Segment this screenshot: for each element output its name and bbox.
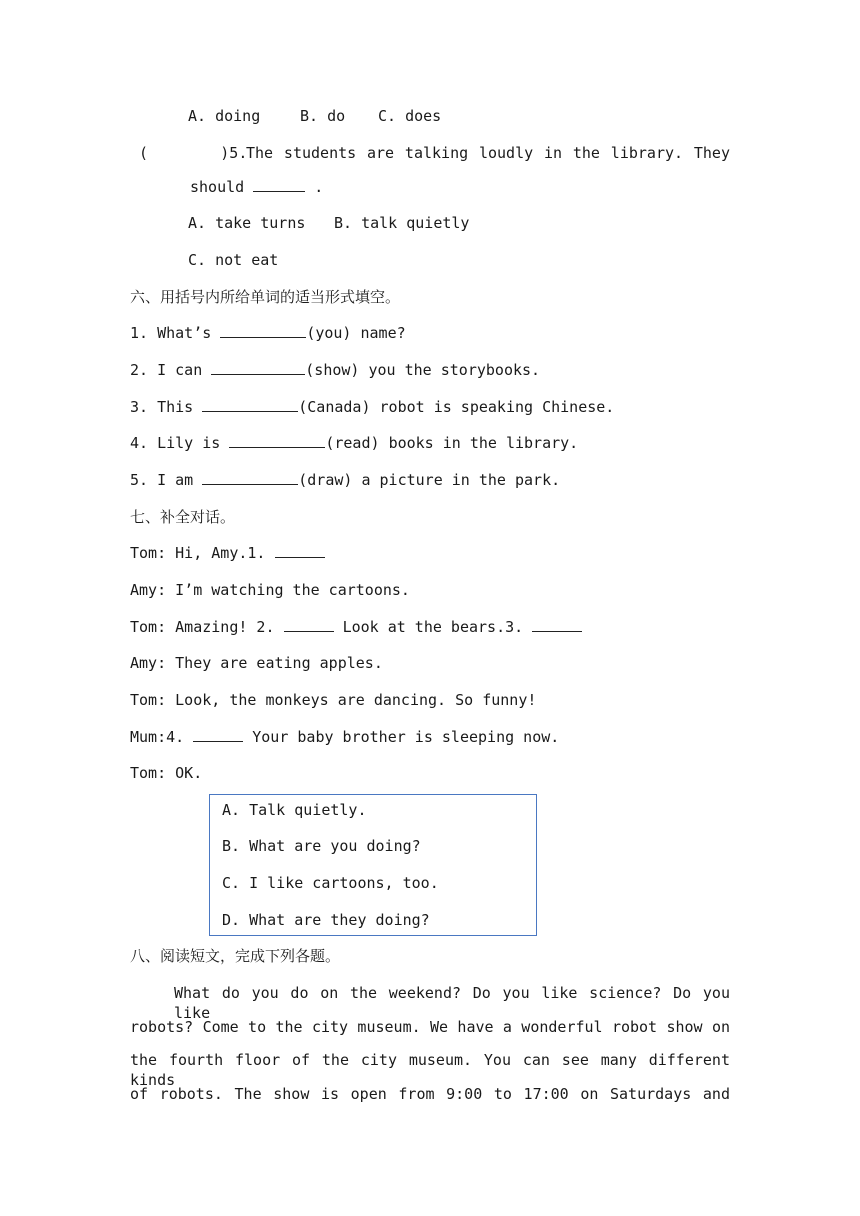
dialogue-line: Tom: Look, the monkeys are dancing. So funny!	[130, 691, 537, 709]
section-7-heading: 七、补全对话。	[130, 508, 236, 526]
answer-blank[interactable]	[193, 727, 243, 742]
q5-word: library.	[610, 144, 684, 162]
answer-blank[interactable]	[284, 617, 334, 632]
dialogue-line: Tom: OK.	[130, 764, 203, 782]
dialogue-line: Tom: Amazing! 2. Look at the bears.3.	[130, 617, 582, 637]
passage-line: What do you do on the weekend? Do you like science? Do you like	[174, 984, 730, 1022]
dialogue-line: Amy: I’m watching the cartoons.	[130, 581, 410, 599]
answer-blank[interactable]	[220, 323, 306, 338]
fill-item: 2. I can (show) you the storybooks.	[130, 361, 541, 379]
answer-blank[interactable]	[275, 543, 325, 558]
fill-item: 4. Lily is (read) books in the library.	[130, 434, 579, 452]
q5-word: are	[367, 144, 395, 162]
q5-word: They	[693, 144, 730, 162]
q5-stem	[246, 143, 730, 163]
q5-stem-continued: should .	[190, 178, 324, 196]
q5-option-b: B. talk quietly	[334, 214, 470, 232]
passage-line: of robots. The show is open from 9:00 to 17:00 on Saturdays and	[130, 1085, 730, 1103]
q5-word: students	[283, 144, 357, 162]
option-item: A. Talk quietly.	[222, 801, 367, 819]
fill-item: 3. This (Canada) robot is speaking Chinese.	[130, 398, 615, 416]
fill-item: 5. I am (draw) a picture in the park.	[130, 471, 561, 489]
answer-blank[interactable]	[211, 360, 305, 375]
option-item: D. What are they doing?	[222, 911, 430, 929]
answer-blank[interactable]	[202, 397, 298, 412]
q5-option-c: C. not eat	[188, 251, 279, 269]
dialogue-line: Amy: They are eating apples.	[130, 654, 383, 672]
option-item: B. What are you doing?	[222, 837, 421, 855]
q5-option-a: A. take turns	[188, 214, 306, 232]
q5-word: The	[246, 144, 274, 162]
answer-blank[interactable]	[202, 470, 298, 485]
q4-option-a: A. doing	[188, 107, 261, 125]
q5-word: loudly	[478, 144, 534, 162]
q5-word: the	[572, 144, 600, 162]
q4-option-b: B. do	[300, 107, 346, 125]
section-8-heading: 八、阅读短文，完成下列各题。	[130, 947, 341, 965]
q5-word: talking	[404, 144, 469, 162]
answer-blank[interactable]	[532, 617, 582, 632]
q5-word: in	[543, 144, 563, 162]
section-6-heading: 六、用括号内所给单词的适当形式填空。	[130, 288, 401, 306]
fill-item: 1. What’s (you) name?	[130, 324, 406, 342]
passage-line: robots? Come to the city museum. We have a wonderful robot show on	[130, 1018, 730, 1036]
q5-answer-paren: ( )5.	[139, 144, 248, 162]
q4-option-c: C. does	[378, 107, 442, 125]
answer-blank[interactable]	[253, 177, 305, 192]
dialogue-line: Mum:4. Your baby brother is sleeping now.	[130, 728, 560, 746]
answer-blank[interactable]	[229, 433, 325, 448]
passage-line: the fourth floor of the city museum. You can see many different kinds	[130, 1051, 730, 1089]
dialogue-line: Tom: Hi, Amy.1.	[130, 543, 325, 563]
option-item: C. I like cartoons, too.	[222, 874, 439, 892]
